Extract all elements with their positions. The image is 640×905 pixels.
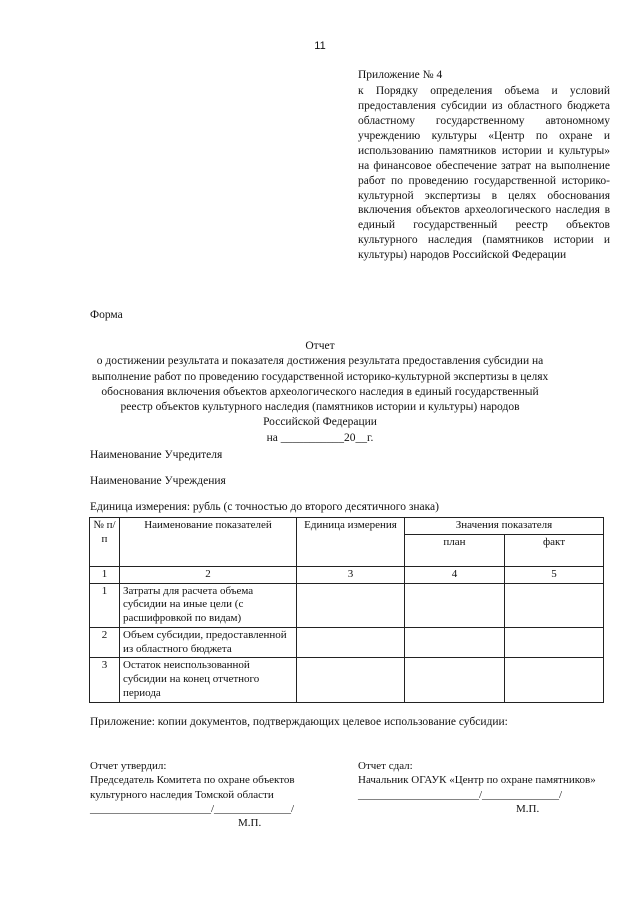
approved-signature-block bbox=[90, 759, 340, 830]
submitted-position: Начальник ОГАУК «Центр по охране памятников» bbox=[358, 774, 596, 787]
row-plan bbox=[405, 583, 505, 627]
report-title-line: реестр объектов культурного наследия (памятников истории и культуры) народов bbox=[120, 401, 520, 414]
header-num: № п/п bbox=[90, 518, 120, 567]
row-unit bbox=[297, 583, 405, 627]
report-title-line: Российской Федерации bbox=[263, 416, 377, 429]
col-number: 3 bbox=[297, 566, 405, 583]
table-row bbox=[90, 627, 604, 658]
row-num: 1 bbox=[90, 583, 120, 627]
row-fact bbox=[505, 658, 604, 702]
col-number: 4 bbox=[405, 566, 505, 583]
approved-label: Отчет утвердил: bbox=[90, 760, 167, 772]
submitted-signature-block bbox=[358, 759, 608, 816]
header-unit: Единица измерения bbox=[297, 518, 405, 567]
col-number: 1 bbox=[90, 566, 120, 583]
founder-label: Наименование Учредителя bbox=[90, 449, 223, 461]
indicators-table bbox=[89, 517, 604, 703]
report-title-line: обоснования включения объектов археологического наследия в единый государственный bbox=[101, 385, 539, 398]
row-num: 2 bbox=[90, 627, 120, 658]
approved-position: Председатель Комитета по охране объектов культурного наследия Томской области bbox=[90, 774, 295, 801]
submitted-label: Отчет сдал: bbox=[358, 760, 413, 772]
header-plan: план bbox=[405, 534, 505, 566]
row-num: 3 bbox=[90, 658, 120, 702]
approved-sign-line: ______________________/______________/ bbox=[90, 802, 295, 815]
report-date-line: на ___________20__г. bbox=[266, 431, 374, 444]
unit-label: Единица измерения: рубль (с точностью до второго десятичного знака) bbox=[90, 501, 439, 513]
report-title bbox=[80, 339, 560, 446]
report-title-line: выполнение работ по проведению государственной историко-культурной экспертизы в целях bbox=[91, 370, 549, 383]
row-unit bbox=[297, 658, 405, 702]
appendix-text: к Порядку определения объема и условий предоставления субсидии из областного бюджета областному государственному автономному учреждению культуры «Центр по охране и использованию памятников истории и культуры» на финансовое обеспечение затрат на выполнение работ по проведению государственной историко-культурной экспертизы в целях обоснования включения объектов археологического наследия в единый государственный реестр объектов культурного наследия (памятников истории и культуры) народов Российской Федерации bbox=[358, 84, 610, 262]
row-name: Объем субсидии, предоставленной из областного бюджета bbox=[120, 627, 297, 658]
appendix-block bbox=[358, 68, 610, 263]
appendix-title: Приложение № 4 bbox=[358, 69, 443, 81]
table-row bbox=[90, 658, 604, 702]
row-name: Затраты для расчета объема субсидии на иные цели (с расшифровкой по видам) bbox=[120, 583, 297, 627]
header-fact: факт bbox=[505, 534, 604, 566]
approved-stamp: М.П. bbox=[238, 817, 262, 830]
row-unit bbox=[297, 627, 405, 658]
row-fact bbox=[505, 627, 604, 658]
submitted-stamp: М.П. bbox=[516, 802, 540, 815]
report-heading: Отчет bbox=[305, 340, 335, 352]
col-number: 2 bbox=[120, 566, 297, 583]
row-fact bbox=[505, 583, 604, 627]
row-plan bbox=[405, 627, 505, 658]
row-name: Остаток неиспользованной субсидии на конец отчетного периода bbox=[120, 658, 297, 702]
form-label: Форма bbox=[90, 309, 123, 321]
institution-label: Наименование Учреждения bbox=[90, 475, 226, 487]
col-number: 5 bbox=[505, 566, 604, 583]
page-number: 11 bbox=[314, 40, 326, 52]
attachment-note: Приложение: копии документов, подтверждающих целевое использование субсидии: bbox=[90, 716, 508, 728]
table-col-numbers-row bbox=[90, 566, 604, 583]
submitted-sign-line: ______________________/______________/ bbox=[358, 788, 563, 801]
table-header-row bbox=[90, 518, 604, 535]
table-row bbox=[90, 583, 604, 627]
report-title-line: о достижении результата и показателя достижения результата предоставления субсидии на bbox=[96, 355, 544, 368]
header-name: Наименование показателей bbox=[120, 518, 297, 567]
header-values: Значения показателя bbox=[405, 518, 604, 535]
row-plan bbox=[405, 658, 505, 702]
